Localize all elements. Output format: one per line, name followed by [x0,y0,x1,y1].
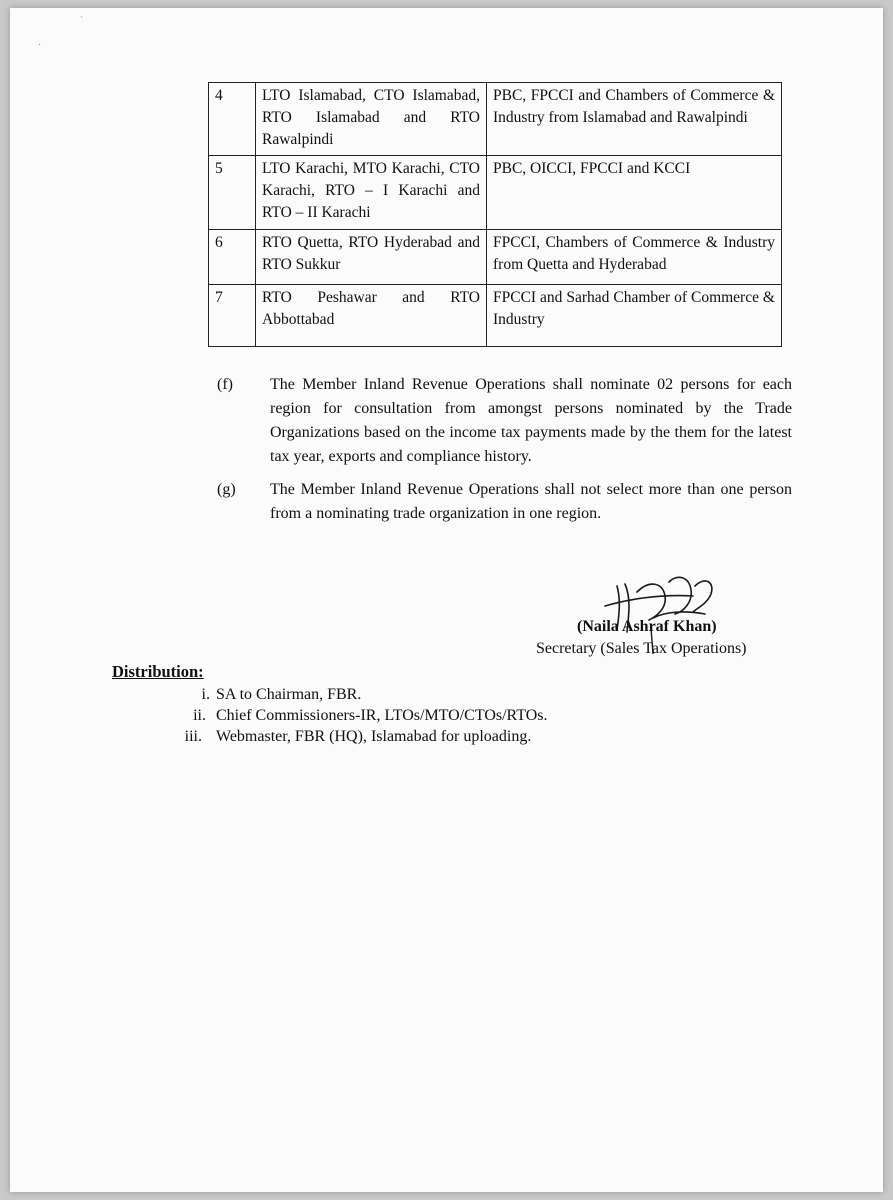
list-text: SA to Chairman, FBR. [216,686,362,703]
list-text: Webmaster, FBR (HQ), Islamabad for uploading. [216,728,532,745]
clause-text: The Member Inland Revenue Operations shall nominate 02 persons for each region for consultation from amongst persons nominated by the Trade Organizations based on the income tax payments made by the them for the latest tax year, exports and compliance history. [270,376,792,465]
scan-speck: · [38,40,42,51]
list-numeral: i. [201,686,210,703]
field-offices-cell: RTO Quetta, RTO Hyderabad and RTO Sukkur [256,230,487,285]
list-numeral: iii. [184,728,202,745]
region-organization-table [208,82,782,347]
signatory-name: (Naila Ashraf Khan) [577,618,717,635]
trade-organizations-cell: PBC, OICCI, FPCCI and KCCI [487,156,782,230]
list-numeral: ii. [193,707,206,724]
clause-label: (g) [217,481,236,498]
trade-organizations-cell: PBC, FPCCI and Chambers of Commerce & Industry from Islamabad and Rawalpindi [487,83,782,156]
signatory-title: Secretary (Sales Tax Operations) [536,640,747,657]
row-number: 5 [209,156,256,230]
trade-organizations-cell: FPCCI, Chambers of Commerce & Industry from Quetta and Hyderabad [487,230,782,285]
row-number: 7 [209,285,256,347]
distribution-heading: Distribution: [112,662,204,681]
table-row [209,285,782,347]
table-row [209,83,782,156]
table-row [209,156,782,230]
clause-text: The Member Inland Revenue Operations shall not select more than one person from a nominating trade organization in one region. [270,481,792,522]
row-number: 6 [209,230,256,285]
field-offices-cell: LTO Islamabad, CTO Islamabad, RTO Islamabad and RTO Rawalpindi [256,83,487,156]
field-offices-cell: RTO Peshawar and RTO Abbottabad [256,285,487,347]
row-number: 4 [209,83,256,156]
trade-organizations-cell: FPCCI and Sarhad Chamber of Commerce & Industry [487,285,782,347]
field-offices-cell: LTO Karachi, MTO Karachi, CTO Karachi, RTO – I Karachi and RTO – II Karachi [256,156,487,230]
table-row [209,230,782,285]
scan-speck: ` [80,16,84,27]
list-text: Chief Commissioners-IR, LTOs/MTO/CTOs/RTOs. [216,707,548,724]
clause-label: (f) [217,376,233,393]
document-page [10,8,883,1192]
